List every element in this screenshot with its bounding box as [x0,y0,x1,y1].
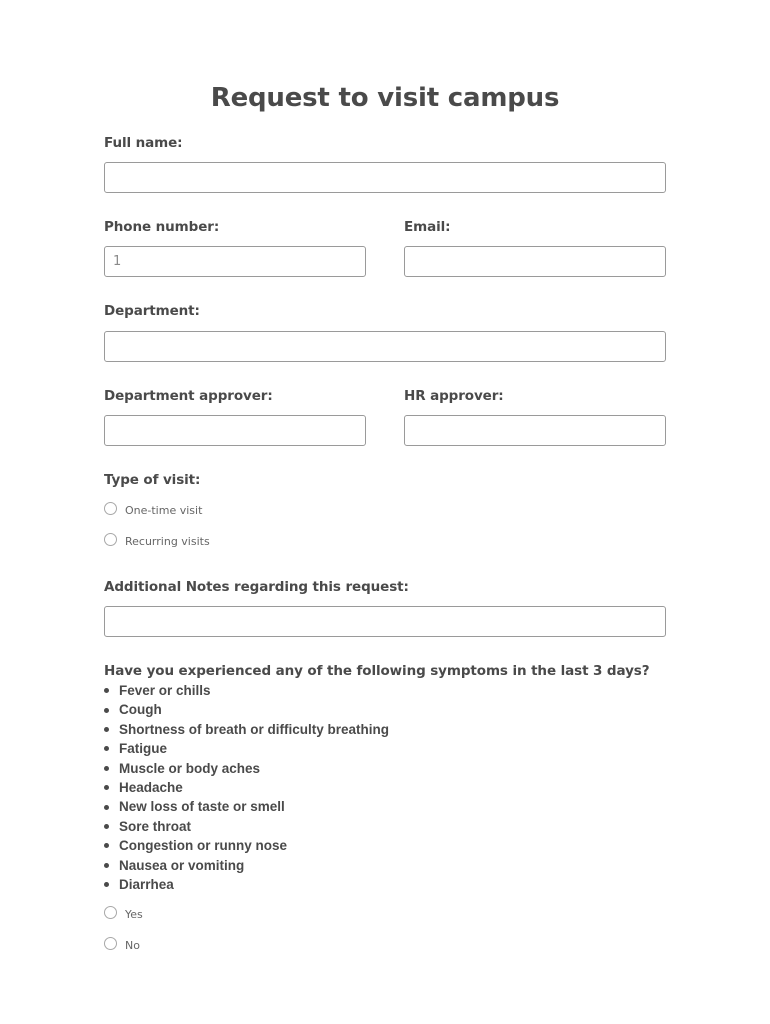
list-item [104,739,389,758]
symptoms-question: Have you experienced any of the following symptoms in the last 3 days? [104,663,650,679]
email-label: Email: [404,219,451,235]
hr-approver-input[interactable] [404,415,666,446]
symptom-text: Headache [119,779,183,795]
radio-label: Recurring visits [125,535,210,548]
bullet-icon [104,746,109,751]
symptom-text: Shortness of breath or difficulty breathing [119,721,390,737]
phone-number-input[interactable] [104,246,366,277]
radio-one-time-visit[interactable] [104,502,202,515]
hr-approver-label: HR approver: [404,388,504,404]
symptom-text: Muscle or body aches [119,760,261,776]
symptom-text: New loss of taste or smell [119,799,285,815]
symptom-text: Fatigue [119,741,168,757]
symptom-text: Fever or chills [119,683,211,698]
radio-circle-icon[interactable] [104,533,117,546]
bullet-icon [104,688,109,693]
bullet-icon [104,824,109,829]
full-name-input[interactable] [104,162,666,193]
list-item [104,836,389,855]
radio-yes[interactable] [104,906,143,919]
list-item [104,681,389,700]
list-item [104,720,389,739]
radio-label: Yes [125,908,143,921]
email-input[interactable] [404,246,666,277]
symptom-text: Congestion or runny nose [119,838,288,854]
radio-circle-icon[interactable] [104,502,117,515]
phone-number-label: Phone number: [104,219,220,235]
list-item [104,778,389,797]
symptoms-list [104,681,389,894]
bullet-icon [104,727,109,732]
bullet-icon [104,843,109,848]
symptom-text: Cough [119,702,162,718]
full-name-label: Full name: [104,135,183,151]
radio-circle-icon[interactable] [104,906,117,919]
list-item [104,856,389,875]
page-title: Request to visit campus [210,83,560,113]
radio-label: One-time visit [125,504,203,517]
bullet-icon [104,766,109,771]
symptom-text: Sore throat [119,818,192,834]
visit-type-label: Type of visit: [104,472,201,488]
department-input[interactable] [104,331,666,362]
notes-input[interactable] [104,606,666,637]
department-approver-input[interactable] [104,415,366,446]
radio-recurring-visits[interactable] [104,533,210,546]
bullet-icon [104,882,109,887]
symptom-text: Diarrhea [119,876,174,892]
list-item [104,875,389,894]
bullet-icon [104,805,109,810]
radio-no[interactable] [104,937,140,950]
list-item [104,797,389,816]
list-item [104,759,389,778]
bullet-icon [104,863,109,868]
symptom-text: Nausea or vomiting [119,857,245,873]
bullet-icon [104,708,109,713]
radio-label: No [125,939,140,952]
department-label: Department: [104,303,200,319]
radio-circle-icon[interactable] [104,937,117,950]
bullet-icon [104,785,109,790]
list-item [104,817,389,836]
list-item [104,700,389,719]
department-approver-label: Department approver: [104,388,273,404]
notes-label: Additional Notes regarding this request: [104,579,409,595]
